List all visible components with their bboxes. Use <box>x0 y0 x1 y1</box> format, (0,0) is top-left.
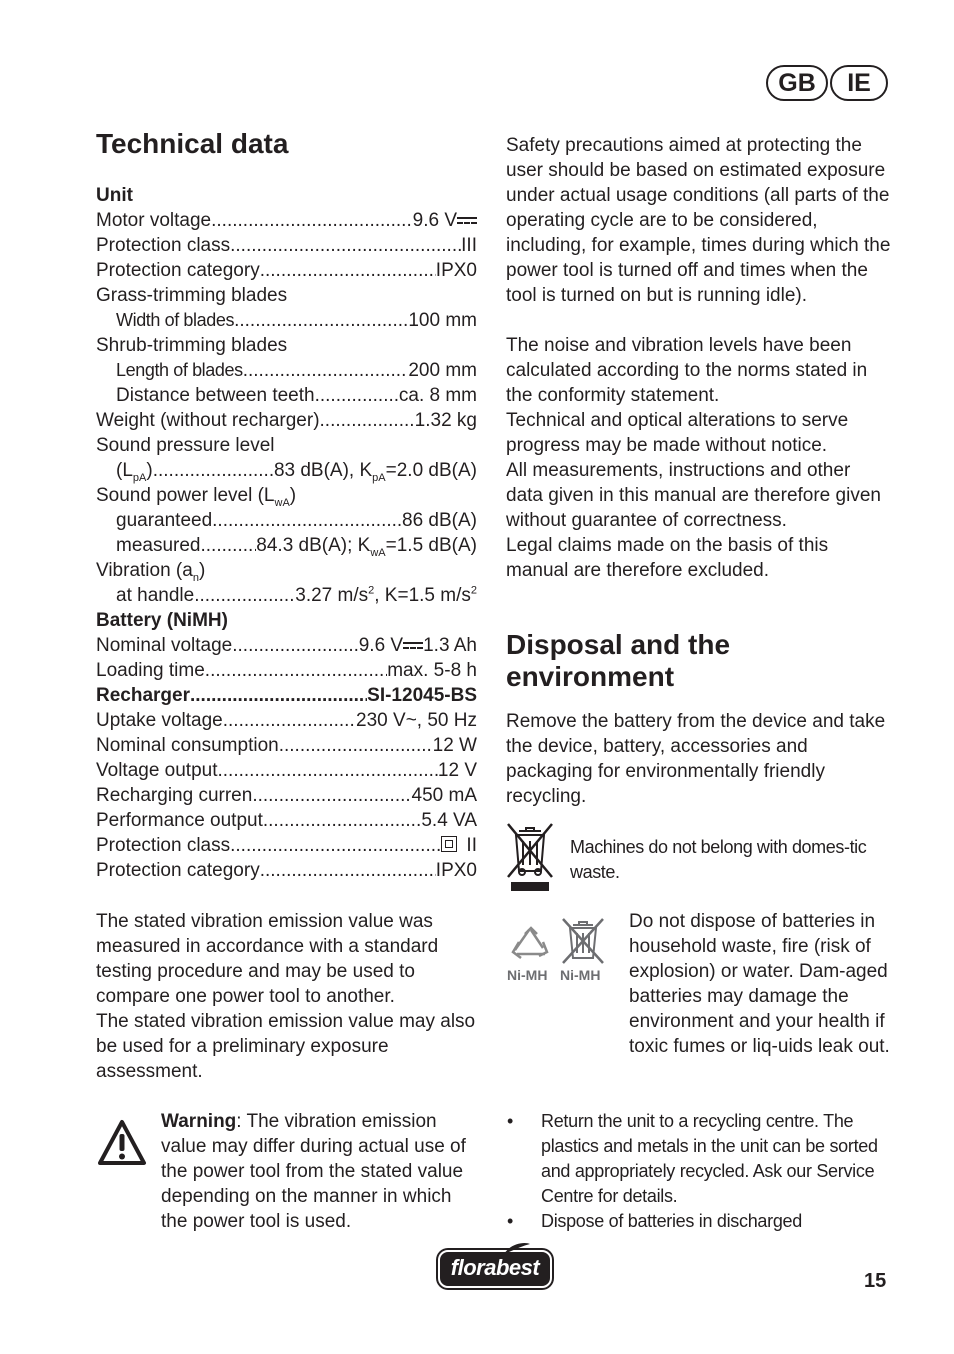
unit-heading: Unit <box>96 185 133 206</box>
noise-paragraph: The noise and vibration levels have been calculated according to the norms stated in the conformity statement. <box>506 335 868 406</box>
recycling-icon <box>509 926 553 966</box>
vibration-notes <box>96 909 481 1084</box>
spec-recharging-current: Recharging curren ..... 450 mA <box>96 783 477 808</box>
measurements-paragraph: All measurements, instructions and other data given in this manual are therefore given without guarantee of correctness. <box>506 460 881 531</box>
precautions-text <box>506 133 892 583</box>
spec-vibration-handle: at handle ..... 3.27 $m/s^2$, K=1.5 $m/s^2$ <box>96 583 477 608</box>
spec-vibration: Vibration $(a_n)$ <box>96 560 206 584</box>
florabest-logo: florabest <box>438 1250 552 1288</box>
technical-data-list <box>96 183 477 883</box>
batteries-note: Do not dispose of batteries in household waste, fire (risk of explosion) or water. Dam-aged batteries may damage the environment and your health if toxic fumes or liq-uids leak out. <box>629 911 890 1057</box>
spec-weight: Weight (without recharger) ..... 1.32 kg <box>96 408 477 433</box>
disposal-text: Remove the battery from the device and take the device, battery, accessories and packaging for environmentally friendly recycling. <box>506 711 886 807</box>
nimh-label-bin: Ni-MH <box>560 967 601 983</box>
spec-motor-voltage: Motor voltage ..... 9.6 V <box>96 208 477 233</box>
spec-loading-time: Loading time ..... max. 5-8 h <box>96 658 477 683</box>
page-number: 15 <box>864 1270 887 1292</box>
spec-blade-length: Length of blades ..... 200 mm <box>96 358 477 383</box>
crossed-bin-icon <box>505 821 555 893</box>
direct-current-icon <box>457 217 477 225</box>
vibration-paragraph-2: The stated vibration emission value may also be used for a preliminary exposure assessment. <box>96 1011 476 1082</box>
spec-uptake-voltage: Uptake voltage ..... 230 V~, 50 Hz <box>96 708 477 733</box>
alterations-paragraph: Technical and optical alterations to serve progress may be made without notice. <box>506 410 849 456</box>
spec-shrub-blades: Shrub-trimming blades <box>96 335 288 356</box>
leaf-icon <box>502 1242 532 1256</box>
spec-voltage-output: Voltage output ..... 12 V <box>96 758 477 783</box>
legal-paragraph: Legal claims made on the basis of this manual are therefore excluded. <box>506 535 829 581</box>
spec-sound-pressure-value: $(L_{pA})$ ..... 83 dB(A), $K_{pA}=2.0$ dB(A) <box>96 458 477 483</box>
spec-protection-category-2: Protection category ..... IPX0 <box>96 858 477 883</box>
list-item: • Dispose of batteries in discharged <box>507 1211 802 1231</box>
spec-sound-power: Sound power level $(L_{wA})$ <box>96 485 297 509</box>
precautions-paragraph: Safety precautions aimed at protecting the user should be based on estimated exposure under actual usage conditions (all parts of the operating cycle are to be considered, including, for example, times during which the power tool is turned off and times when the tool is turned on but is running idle). <box>506 135 891 306</box>
language-badge-ie: IE <box>830 65 888 101</box>
list-item: • Return the unit to a recycling centre. The plastics and metals in the unit can be sorted and appropriately recycled. Ask our Service Centre for details. <box>507 1111 878 1206</box>
spec-protection-class: Protection class ..... III <box>96 233 477 258</box>
spec-teeth-distance: Distance between teeth ..... ca. 8 mm <box>96 383 477 408</box>
machines-note: Machines do not belong with domes-tic waste. <box>570 837 867 882</box>
vibration-paragraph-1: The stated vibration emission value was measured in accordance with a standard testing procedure and may be used to compare one power tool to another. <box>96 911 439 1007</box>
spec-performance-output: Performance output ..... 5.4 VA <box>96 808 477 833</box>
language-badge-gb: GB <box>766 65 828 101</box>
spec-nominal-voltage: Nominal voltage ..... 9.6 V 1.3 Ah <box>96 633 477 658</box>
spec-protection-category: Protection category ..... IPX0 <box>96 258 477 283</box>
technical-data-title: Technical data <box>96 128 289 159</box>
spec-measured: measured ..... 84.3 dB(A); $K_{wA}=1.5$ dB(A) <box>96 533 477 558</box>
warning-label: Warning <box>161 1111 237 1132</box>
protection-class-ii-icon <box>441 836 457 852</box>
warning-icon <box>97 1119 147 1167</box>
spec-guaranteed: guaranteed ..... 86 dB(A) <box>96 508 477 533</box>
nimh-label-recycling: Ni-MH <box>507 967 548 983</box>
spec-blade-width: Width of blades ..... 100 mm <box>96 308 477 333</box>
spec-protection-class-2: Protection class ..... II <box>96 833 477 858</box>
spec-recharger: Recharger ..... SI-12045-BS <box>96 683 477 708</box>
spec-grass-blades: Grass-trimming blades <box>96 285 288 306</box>
warning-text: Warning: The vibration emission value may differ during actual use of the power tool from the stated value depending on the manner in which the power tool is used. <box>161 1111 466 1232</box>
direct-current-icon <box>403 642 423 650</box>
spec-sound-pressure: Sound pressure level <box>96 435 275 456</box>
spec-nominal-consumption: Nominal consumption ..... 12 W <box>96 733 477 758</box>
disposal-title: Disposal and the environment <box>506 629 731 692</box>
battery-heading: Battery (NiMH) <box>96 610 228 631</box>
crossed-battery-bin-icon <box>560 917 606 967</box>
